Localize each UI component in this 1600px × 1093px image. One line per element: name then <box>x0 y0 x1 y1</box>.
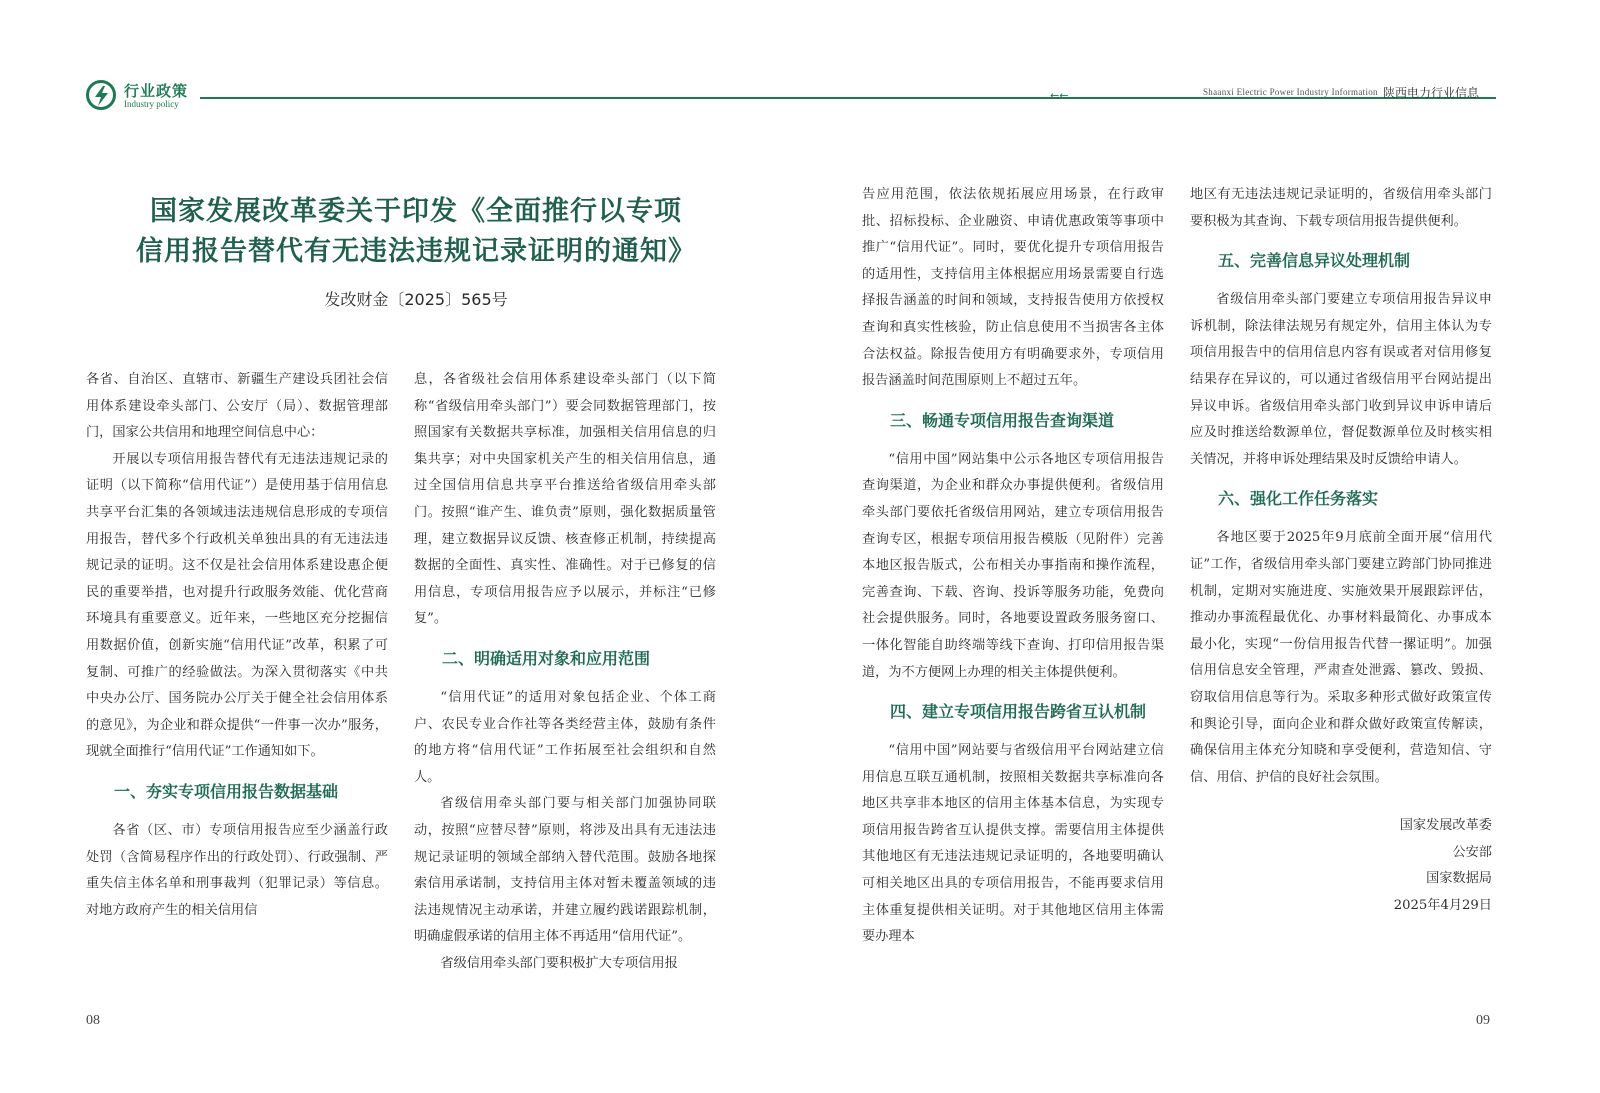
paragraph: 各省（区、市）专项信用报告应至少涵盖行政处罚（含简易程序作出的行政处罚）、行政强制、严重失信主体名单和刑事裁判（犯罪记录）等信息。对地方政府产生的相关信用信 <box>86 822 388 918</box>
section-logo <box>86 80 116 110</box>
section-subtitle: Industry policy <box>124 99 179 109</box>
text-column-1 <box>86 367 388 924</box>
article-title <box>96 192 736 272</box>
page-header <box>0 0 1600 130</box>
header-rule <box>200 97 1496 99</box>
section-title: 行业政策 <box>124 82 189 100</box>
text-column-4 <box>1190 182 1492 920</box>
publication-name-cn: 陕西电力行业信息 <box>1383 86 1480 100</box>
text-column-3 <box>862 182 1164 951</box>
signature-block <box>1190 813 1492 919</box>
signatory-ndrc: 国家发展改革委 <box>1399 818 1492 834</box>
section-heading-4: 四、建立专项信用报告跨省互认机制 <box>890 702 1147 722</box>
section-heading-3: 三、畅通专项信用报告查询渠道 <box>890 410 1115 430</box>
publication-name-en: Shaanxi Electric Power Industry Information <box>1203 87 1378 97</box>
section-heading-1: 一、夯实专项信用报告数据基础 <box>114 781 339 801</box>
paragraph: 息，各省级社会信用体系建设牵头部门（以下简称“省级信用牵头部门”）要会同数据管理部门，按照国家有关数据共享标准，加强相关信用信息的归集共享；对中央国家机关产生的相关信用信息，通过全国信用信息共享平台推送给省级信用牵头部门。按照“谁产生、谁负责”原则，强化数据质量管理，建立数据异议反馈、核查修正机制，持续提高数据的全面性、真实性、准确性。对于已修复的信用信息，专项信用报告应予以展示，并标注“已修复”。 <box>414 372 716 627</box>
paragraph: 省级信用牵头部门要积极扩大专项信用报 <box>440 955 678 971</box>
header-arrows: ←← <box>1050 89 1069 102</box>
signatory-mps: 公安部 <box>1452 844 1492 860</box>
paragraph: “信用代证”的适用对象包括企业、个体工商户、农民专业合作社等各类经营主体，鼓励有条件的地方将“信用代证”工作拓展至社会组织和自然人。 <box>414 689 716 785</box>
signature-date: 2025年4月29日 <box>1393 898 1492 914</box>
lightning-bolt-icon <box>93 86 110 106</box>
paragraph: 省级信用牵头部门要与相关部门加强协同联动，按照“应替尽替”原则，将涉及出具有无违法违规记录证明的领域全部纳入替代范围。鼓励各地探索信用承诺制，支持信用主体对暂未覆盖领域的违法违规情况主动承诺，并建立履约践诺跟踪机制，明确虚假承诺的信用主体不再适用“信用代证”。 <box>414 796 716 945</box>
text-column-2 <box>414 367 716 977</box>
section-heading-5: 五、完善信息异议处理机制 <box>1218 251 1411 271</box>
paragraph: “信用中国”网站集中公示各地区专项信用报告查询渠道，为企业和群众办事提供便利。省级信用牵头部门要依托省级信用网站，建立专项信用报告查询专区，根据专项信用报告模版（见附件）完善本地区报告版式，公布相关办事指南和操作流程，完善查询、下载、咨询、投诉等服务功能，免费向社会提供服务。同时，各地要设置政务服务窗口、一体化智能自助终端等线下查询、打印信用报告渠道，为不方便网上办理的相关主体提供便利。 <box>862 451 1164 680</box>
paragraph: 各地区要于2025年9月底前全面开展“信用代证”工作，省级信用牵头部门要建立跨部门协同推进机制，定期对实施进度、实施效果开展跟踪评估，推动办事流程最优化、办事材料最简化、办事成本最小化，实现“一份信用报告代替一摞证明”。加强信用信息安全管理，严肃查处泄露、篡改、毁损、窃取信用信息等行为。采取多种形式做好政策宣传和舆论引导，面向企业和群众做好政策宣传解读，确保信用主体充分知晓和享受便利，营造知信、守信、用信、护信的良好社会氛围。 <box>1190 530 1492 785</box>
paragraph: 告应用范围，依法依规拓展应用场景，在行政审批、招标投标、企业融资、申请优惠政策等事项中推广“信用代证”。同时，要优化提升专项信用报告的适用性，支持信用主体根据应用场景需要自行选择报告涵盖的时间和领域，支持报告使用方依授权查询和真实性核验，防止信息使用不当损害各主体合法权益。除报告使用方有明确要求外，专项信用报告涵盖时间范围原则上不超过五年。 <box>862 187 1164 389</box>
page-number-right: 09 <box>1476 1013 1490 1028</box>
section-heading-2: 二、明确适用对象和应用范围 <box>442 648 651 668</box>
article-title-line-2: 信用报告替代有无违法违规记录证明的通知》 <box>136 236 696 267</box>
paragraph: “信用中国”网站要与省级信用平台网站建立信用信息互联互通机制，按照相关数据共享标准向各地区共享非本地区的信用主体基本信息，为实现专项信用报告跨省互认提供支撑。需要信用主体提供其他地区有无违法违规记录证明的，各地要明确认可相关地区出具的专项信用报告，不能再要求信用主体重复提供相关证明。对于其他地区信用主体需要办理本 <box>862 743 1164 945</box>
paragraph: 地区有无违法违规记录证明的，省级信用牵头部门要积极为其查询、下载专项信用报告提供便利。 <box>1190 187 1492 229</box>
page-number-left: 08 <box>86 1013 100 1028</box>
section-heading-6: 六、强化工作任务落实 <box>1218 489 1379 509</box>
document-number: 发改财金〔2025〕565号 <box>324 290 508 309</box>
signatory-nda: 国家数据局 <box>1426 871 1492 887</box>
article-title-line-1: 国家发展改革委关于印发《全面推行以专项 <box>150 196 682 227</box>
paragraph: 省级信用牵头部门要建立专项信用报告异议申诉机制，除法律法规另有规定外，信用主体认为专项信用报告中的信用信息内容有误或者对信用修复结果存在异议的，可以通过省级信用平台网站提出异议申诉。省级信用牵头部门收到异议申诉申请后应及时推送给数源单位，督促数源单位及时核实相关情况，并将申诉处理结果及时反馈给申请人。 <box>1190 292 1492 467</box>
paragraph: 开展以专项信用报告替代有无违法违规记录的证明（以下简称“信用代证”）是使用基于信用信息共享平台汇集的各领域违法违规信息形成的专项信用报告，替代多个行政机关单独出具的有无违法违规记录的证明。这不仅是社会信用体系建设惠企便民的重要举措，也对提升行政服务效能、优化营商环境具有重要意义。近年来，一些地区充分挖掘信用数据价值，创新实施“信用代证”改革，积累了可复制、可推广的经验做法。为深入贯彻落实《中共中央办公厅、国务院办公厅关于健全社会信用体系的意见》，为企业和群众提供“一件事一次办”服务，现就全面推行“信用代证”工作通知如下。 <box>86 451 388 760</box>
paragraph: 各省、自治区、直辖市、新疆生产建设兵团社会信用体系建设牵头部门、公安厅（局）、数据管理部门，国家公共信用和地理空间信息中心： <box>86 372 388 441</box>
